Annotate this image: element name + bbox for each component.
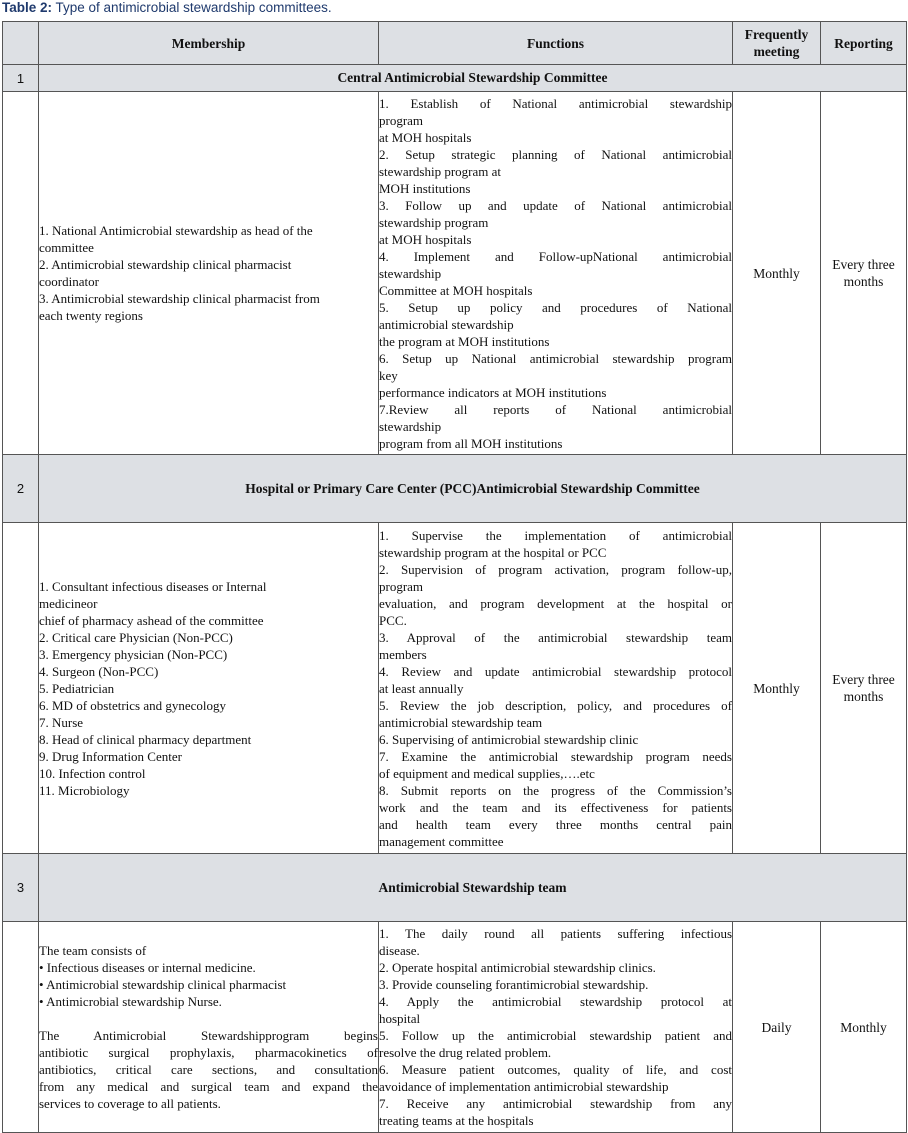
header-frequency-line2: meeting bbox=[753, 44, 800, 59]
function-line: stewardship bbox=[379, 265, 442, 281]
membership-line: 10. Infection control bbox=[39, 765, 146, 781]
function-line: 3. Follow up and update of National antimicrobial bbox=[379, 197, 732, 213]
function-line: stewardship program at bbox=[379, 163, 502, 179]
content-row-3 bbox=[3, 922, 907, 1133]
header-number bbox=[3, 22, 39, 65]
content-number-3 bbox=[3, 922, 39, 1133]
function-line: hospital bbox=[379, 1011, 421, 1026]
membership-line: antibiotics, critical care sections, and consultation bbox=[39, 1062, 378, 1077]
membership-line: 3. Emergency physician (Non-PCC) bbox=[39, 646, 228, 662]
header-row bbox=[3, 22, 907, 65]
frequency-cell-1: Monthly bbox=[733, 92, 821, 455]
membership-line: 3. Antimicrobial stewardship clinical pharmacist from bbox=[39, 291, 320, 306]
section-row-2 bbox=[3, 455, 907, 523]
reporting-cell-3: Monthly bbox=[821, 922, 907, 1133]
membership-line: 9. Drug Information Center bbox=[39, 748, 182, 764]
function-line: PCC. bbox=[379, 612, 407, 628]
function-line: key bbox=[379, 367, 398, 383]
membership-line: • Antimicrobial stewardship Nurse. bbox=[39, 994, 222, 1009]
membership-line: The Antimicrobial Stewardshipprogram begins bbox=[39, 1028, 378, 1043]
reporting-line1: Every three bbox=[832, 672, 895, 687]
function-line: 7. Examine the antimicrobial stewardship program needs bbox=[379, 748, 732, 764]
function-line: 2. Supervision of program activation, program follow-up, bbox=[379, 561, 732, 577]
function-line: resolve the drug related problem. bbox=[379, 1045, 552, 1060]
membership-line: • Antimicrobial stewardship clinical pharmacist bbox=[39, 977, 287, 992]
function-line: 4. Implement and Follow-upNational antimicrobial bbox=[379, 248, 732, 264]
function-line: program bbox=[379, 578, 424, 594]
header-membership: Membership bbox=[39, 22, 379, 65]
function-line: 1. Supervise the implementation of antimicrobial bbox=[379, 527, 732, 543]
header-reporting: Reporting bbox=[821, 22, 907, 65]
function-line: 8. Submit reports on the progress of the Commission’s bbox=[379, 782, 732, 798]
function-line: 6. Measure patient outcomes, quality of life, and cost bbox=[379, 1062, 732, 1077]
reporting-line1: Every three bbox=[832, 257, 895, 272]
caption-text: Type of antimicrobial stewardship committees. bbox=[52, 0, 332, 15]
function-line: treating teams at the hospitals bbox=[379, 1113, 534, 1128]
reporting-cell-1 bbox=[821, 92, 907, 455]
function-line: evaluation, and program development at the hospital or bbox=[379, 595, 732, 611]
membership-line: • Infectious diseases or internal medicine. bbox=[39, 960, 256, 975]
function-line: at MOH hospitals bbox=[379, 231, 472, 247]
function-line: stewardship bbox=[379, 418, 442, 434]
membership-line: antibiotic surgical prophylaxis, pharmacokinetics of bbox=[39, 1045, 378, 1060]
reporting-line2: months bbox=[843, 689, 884, 704]
membership-cell-2 bbox=[39, 523, 379, 854]
function-line: 6. Supervising of antimicrobial stewardship clinic bbox=[379, 731, 639, 747]
function-line: stewardship program bbox=[379, 214, 489, 230]
content-row-1 bbox=[3, 92, 907, 455]
function-line: avoidance of implementation antimicrobial stewardship bbox=[379, 1079, 669, 1094]
frequency-cell-2: Monthly bbox=[733, 523, 821, 854]
function-line: program bbox=[379, 112, 424, 128]
section-row-1 bbox=[3, 65, 907, 92]
section-number-1: 1 bbox=[3, 65, 39, 92]
function-line: 6. Setup up National antimicrobial stewardship program bbox=[379, 350, 732, 366]
function-line: Committee at MOH hospitals bbox=[379, 282, 533, 298]
membership-line: chief of pharmacy ashead of the committee bbox=[39, 612, 264, 628]
membership-line: services to coverage to all patients. bbox=[39, 1096, 221, 1111]
function-line: 4. Apply the antimicrobial stewardship protocol at bbox=[379, 994, 732, 1009]
membership-cell-1 bbox=[39, 92, 379, 455]
function-line: 1. The daily round all patients suffering infectious bbox=[379, 926, 732, 941]
table-caption bbox=[2, 0, 332, 18]
header-frequency bbox=[733, 22, 821, 65]
membership-line: 7. Nurse bbox=[39, 714, 84, 730]
function-line: 2. Setup strategic planning of National antimicrobial bbox=[379, 146, 732, 162]
functions-cell-2 bbox=[379, 523, 733, 854]
membership-cell-3 bbox=[39, 922, 379, 1133]
paragraph-gap bbox=[39, 1010, 378, 1027]
function-line: program from all MOH institutions bbox=[379, 435, 563, 451]
function-line: of equipment and medical supplies,….etc bbox=[379, 765, 595, 781]
function-line: 4. Review and update antimicrobial stewardship protocol bbox=[379, 663, 732, 679]
section-number-3: 3 bbox=[3, 854, 39, 922]
stewardship-committees-table bbox=[2, 21, 907, 1133]
membership-line: coordinator bbox=[39, 274, 99, 289]
function-line: 5. Review the job description, policy, and procedures of bbox=[379, 697, 732, 713]
membership-line: 8. Head of clinical pharmacy department bbox=[39, 731, 252, 747]
membership-line: each twenty regions bbox=[39, 308, 143, 323]
section-title-1: Central Antimicrobial Stewardship Committee bbox=[39, 65, 907, 92]
membership-line: medicineor bbox=[39, 595, 98, 611]
function-line: performance indicators at MOH institutions bbox=[379, 384, 607, 400]
reporting-line2: months bbox=[843, 274, 884, 289]
function-line: 7.Review all reports of National antimicrobial bbox=[379, 401, 732, 417]
function-line: and health team every three months central pain bbox=[379, 816, 732, 832]
header-functions: Functions bbox=[379, 22, 733, 65]
function-line: work and the team and its effectiveness for patients bbox=[379, 799, 732, 815]
section-number-2: 2 bbox=[3, 455, 39, 523]
function-line: the program at MOH institutions bbox=[379, 333, 550, 349]
function-line: MOH institutions bbox=[379, 180, 471, 196]
function-line: antimicrobial stewardship bbox=[379, 316, 514, 332]
function-line: 2. Operate hospital antimicrobial stewardship clinics. bbox=[379, 960, 656, 975]
function-line: stewardship program at the hospital or PCC bbox=[379, 544, 607, 560]
content-row-2 bbox=[3, 523, 907, 854]
functions-cell-1 bbox=[379, 92, 733, 455]
section-title-3: Antimicrobial Stewardship team bbox=[39, 854, 907, 922]
content-number-2 bbox=[3, 523, 39, 854]
function-line: 3. Provide counseling forantimicrobial stewardship. bbox=[379, 977, 649, 992]
function-line: 1. Establish of National antimicrobial stewardship bbox=[379, 95, 732, 111]
membership-line: 5. Pediatrician bbox=[39, 680, 115, 696]
function-line: 7. Receive any antimicrobial stewardship from any bbox=[379, 1096, 732, 1111]
membership-line: 1. Consultant infectious diseases or Internal bbox=[39, 578, 267, 594]
frequency-cell-3: Daily bbox=[733, 922, 821, 1133]
section-title-2: Hospital or Primary Care Center (PCC)Antimicrobial Stewardship Committee bbox=[39, 455, 907, 523]
content-number-1 bbox=[3, 92, 39, 455]
functions-cell-3 bbox=[379, 922, 733, 1133]
membership-line: 4. Surgeon (Non-PCC) bbox=[39, 663, 159, 679]
membership-line: 11. Microbiology bbox=[39, 782, 130, 798]
function-line: management committee bbox=[379, 833, 504, 849]
function-line: at least annually bbox=[379, 680, 464, 696]
header-frequency-line1: Frequently bbox=[744, 27, 809, 42]
function-line: 5. Setup up policy and procedures of National bbox=[379, 299, 732, 315]
reporting-cell-2 bbox=[821, 523, 907, 854]
membership-line: The team consists of bbox=[39, 943, 147, 958]
membership-line: 1. National Antimicrobial stewardship as head of the bbox=[39, 223, 313, 238]
section-row-3 bbox=[3, 854, 907, 922]
membership-line: 2. Critical care Physician (Non-PCC) bbox=[39, 629, 233, 645]
membership-line: committee bbox=[39, 240, 94, 255]
function-line: at MOH hospitals bbox=[379, 129, 472, 145]
function-line: 5. Follow up the antimicrobial stewardship patient and bbox=[379, 1028, 732, 1043]
function-line: 3. Approval of the antimicrobial stewardship team bbox=[379, 629, 732, 645]
membership-line: from any medical and surgical team and expand the bbox=[39, 1079, 378, 1094]
membership-line: 6. MD of obstetrics and gynecology bbox=[39, 697, 227, 713]
function-line: antimicrobial stewardship team bbox=[379, 714, 543, 730]
function-line: members bbox=[379, 646, 427, 662]
membership-line: 2. Antimicrobial stewardship clinical pharmacist bbox=[39, 257, 292, 272]
function-line: disease. bbox=[379, 943, 420, 958]
caption-label: Table 2: bbox=[2, 0, 53, 15]
